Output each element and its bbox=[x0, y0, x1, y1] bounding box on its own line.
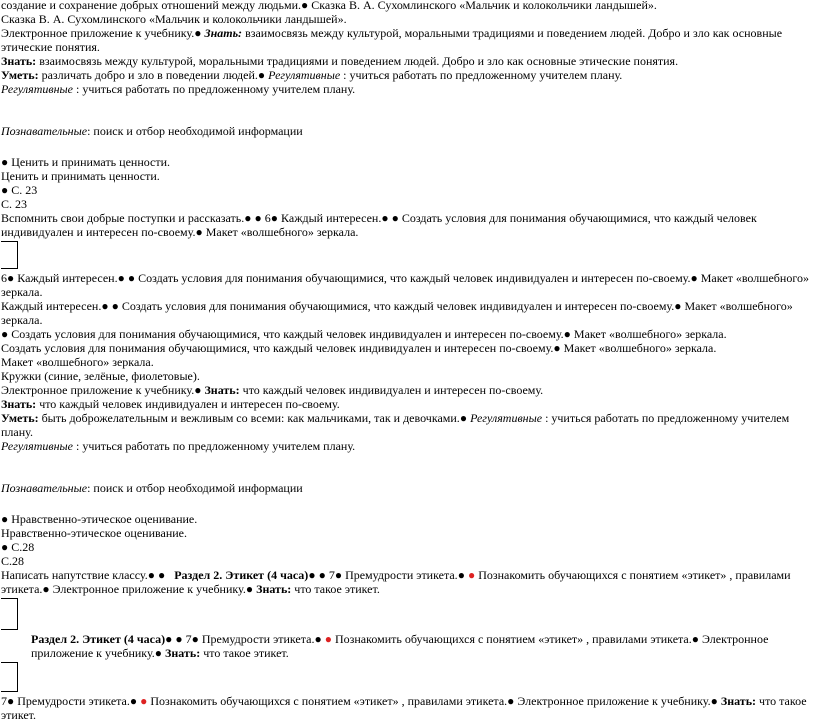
bullet-icon: ● bbox=[318, 568, 326, 582]
bullet-icon: ● bbox=[1, 540, 9, 554]
bullet-icon: ● bbox=[553, 341, 561, 355]
spacer bbox=[1, 467, 813, 481]
bullet-icon: ● bbox=[194, 383, 202, 397]
text-line: Кружки (синие, зелёные, фиолетовые). bbox=[1, 369, 200, 383]
text-line: 7● Премудрости этикета.● ● Познакомить обучающихся с понятием «этикет» , правилами этикета.● Электронное приложение к учебнику.● Знать: что такое этикет. bbox=[1, 694, 807, 722]
bullet-icon: ● bbox=[111, 299, 119, 313]
bullet-icon: ● bbox=[308, 568, 316, 582]
bullet-icon: ● bbox=[507, 694, 515, 708]
bullet-icon: ● bbox=[301, 0, 309, 12]
text-line: Электронное приложение к учебнику.● Знать: что каждый человек индивидуален и интересен по-своему. bbox=[1, 383, 544, 397]
text-line: Электронное приложение к учебнику.● Знать: взаимосвязь между культурой, моральными традициями и поведением людей. Добро и зло как основные этические понятия. bbox=[1, 26, 783, 54]
bullet-icon: ● bbox=[117, 271, 125, 285]
table-cell-border bbox=[1, 598, 18, 630]
text-line: 6● Каждый интересен.● ● Создать условия для понимания обучающимися, что каждый человек индивидуален и интересен по-своему.● Макет «волшебного» зеркала. bbox=[1, 271, 809, 299]
text-line: Регулятивные : учиться работать по предложенному учителем плану. bbox=[1, 82, 356, 96]
spacer bbox=[1, 110, 813, 124]
text-line: Каждый интересен.● ● Создать условия для понимания обучающимися, что каждый человек индивидуален и интересен по-своему.● Макет «волшебного» зеркала. bbox=[1, 299, 793, 327]
bullet-icon: ● bbox=[175, 632, 183, 646]
bullet-icon: ● bbox=[195, 225, 203, 239]
bullet-icon: ● bbox=[191, 632, 199, 646]
bullet-icon: ● bbox=[334, 568, 343, 582]
table-cell-border bbox=[1, 662, 18, 692]
bullet-icon: ● bbox=[314, 632, 322, 646]
bullet-icon: ● bbox=[254, 211, 262, 225]
bullet-icon: ● bbox=[157, 568, 166, 582]
bullet-icon: ● bbox=[459, 411, 468, 425]
text-line: Раздел 2. Этикет (4 часа)● ● 7● Премудрости этикета.● ● Познакомить обучающихся с понятием «этикет» , правилами этикета.● Электронное приложение к учебнику.● Знать: что такое этикет. bbox=[31, 632, 769, 660]
bullet-icon: ● bbox=[1, 512, 9, 526]
text-line: Познавательные: поиск и отбор необходимой информации bbox=[1, 124, 303, 138]
bullet-icon: ● bbox=[42, 582, 50, 596]
bullet-icon: ● bbox=[391, 211, 399, 225]
text-line: Знать: взаимосвязь между культурой, моральными традициями и поведением людей. Добро и зло как основные этические понятия. bbox=[1, 54, 679, 68]
text-line: С.28 bbox=[1, 554, 25, 568]
bullet-icon: ● bbox=[467, 568, 476, 582]
bullet-icon: ● bbox=[457, 568, 465, 582]
bullet-icon: ● bbox=[165, 632, 173, 646]
bullet-icon: ● bbox=[1, 327, 9, 341]
spacer bbox=[1, 96, 813, 110]
text-line: Регулятивные : учиться работать по предложенному учителем плану. bbox=[1, 439, 356, 453]
text-line: Вспомнить свои добрые поступки и рассказать.● ● 6● Каждый интересен.● ● Создать условия для понимания обучающимися, что каждый человек индивидуален и интересен по-своему.● Макет «волшебного» зеркала. bbox=[1, 211, 757, 239]
text-line: создание и сохранение добрых отношений между людьми.● Сказка В. А. Сухомлинского «Мальчик и колокольчики ландышей». bbox=[1, 0, 657, 12]
spacer bbox=[1, 453, 813, 467]
bullet-icon: ● bbox=[129, 694, 138, 708]
text-line: ● С.28 bbox=[1, 540, 35, 554]
bullet-icon: ● bbox=[691, 632, 699, 646]
bullet-icon: ● bbox=[690, 271, 698, 285]
bullet-icon: ● bbox=[194, 26, 202, 40]
table-cell-border bbox=[1, 241, 18, 269]
bullet-icon: ● bbox=[140, 694, 148, 708]
text-line: Макет «волшебного» зеркала. bbox=[1, 355, 154, 369]
text-line: С. 23 bbox=[1, 197, 28, 211]
bullet-icon: ● bbox=[245, 582, 254, 596]
text-line: Создать условия для понимания обучающимися, что каждый человек индивидуален и интересен по-своему.● Макет «волшебного» зеркала. bbox=[1, 341, 717, 355]
bullet-icon: ● bbox=[270, 211, 279, 225]
text-line: Нравственно-этическое оценивание. bbox=[1, 526, 188, 540]
text-line: Познавательные: поиск и отбор необходимой информации bbox=[1, 481, 303, 495]
bullet-icon: ● bbox=[127, 271, 136, 285]
text-line: Знать: что каждый человек индивидуален и интересен по-своему. bbox=[1, 397, 340, 411]
text-line: ● Нравственно-этическое оценивание. bbox=[1, 512, 198, 526]
text-line: ● Ценить и принимать ценности. bbox=[1, 155, 171, 169]
text-line: ● Создать условия для понимания обучающимися, что каждый человек индивидуален и интересен по-своему.● Макет «волшебного» зеркала. bbox=[1, 327, 727, 341]
bullet-icon: ● bbox=[101, 299, 109, 313]
bullet-icon: ● bbox=[257, 68, 266, 82]
bullet-icon: ● bbox=[674, 299, 682, 313]
bullet-icon: ● bbox=[381, 211, 389, 225]
text-line: ● С. 23 bbox=[1, 183, 38, 197]
bullet-icon: ● bbox=[244, 211, 252, 225]
text-line: Уметь: различать добро и зло в поведении людей.● Регулятивные : учиться работать по предложенному учителем плану. bbox=[1, 68, 623, 82]
bullet-icon: ● bbox=[1, 183, 9, 197]
spacer bbox=[1, 495, 813, 509]
text-line: Ценить и принимать ценности. bbox=[1, 169, 160, 183]
text-line: Написать напутствие классу.● ● Раздел 2. Этикет (4 часа)● ● 7● Премудрости этикета.● ● Познакомить обучающихся с понятием «этикет» , правилами этикета.● Электронное приложение к учебнику.● Знать: что такое этикет. bbox=[1, 568, 791, 596]
bullet-icon: ● bbox=[7, 271, 15, 285]
bullet-icon: ● bbox=[1, 155, 9, 169]
bullet-icon: ● bbox=[324, 632, 332, 646]
bullet-icon: ● bbox=[7, 694, 15, 708]
bullet-icon: ● bbox=[154, 646, 163, 660]
text-line: Уметь: быть доброжелательным и вежливым со всеми: как мальчиками, так и девочками.● Регулятивные : учиться работать по предложенному учителем плану. bbox=[1, 411, 790, 439]
text-line: Сказка В. А. Сухомлинского «Мальчик и колокольчики ландышей». bbox=[1, 12, 347, 26]
bullet-icon: ● bbox=[710, 694, 718, 708]
spacer bbox=[1, 138, 813, 152]
bullet-icon: ● bbox=[147, 568, 155, 582]
document-body bbox=[1, 0, 813, 722]
bullet-icon: ● bbox=[563, 327, 571, 341]
